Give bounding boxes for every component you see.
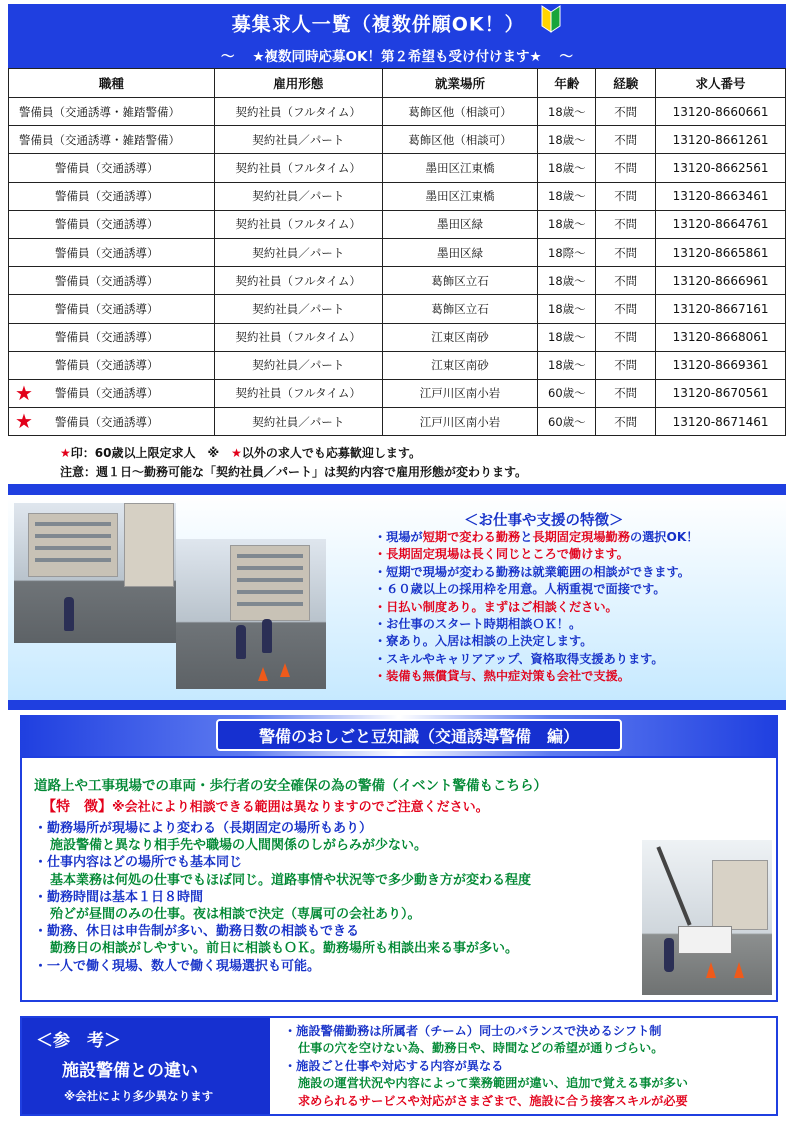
features-section <box>8 495 786 700</box>
cell-job: 警備員（交通誘導・雑踏警備） <box>9 126 215 154</box>
cell-num: 13120-8663461 <box>656 182 786 210</box>
list-item: ・勤務、休日は申告制が多い、勤務日数の相談もできる <box>34 924 360 940</box>
cell-place: 墨田区緑 <box>382 210 538 238</box>
table-row <box>9 154 786 182</box>
col-header-place: 就業場所 <box>382 69 538 98</box>
guard-figure <box>664 938 674 972</box>
cell-exp: 不問 <box>596 238 656 266</box>
cell-exp: 不問 <box>596 323 656 351</box>
cell-job: 警備員（交通誘導） <box>9 295 215 323</box>
page-subtitle <box>8 46 786 68</box>
cell-job: 警備員（交通誘導） <box>9 267 215 295</box>
cell-place: 墨田区緑 <box>382 238 538 266</box>
cell-age: 18歳～ <box>538 210 596 238</box>
building-shape <box>230 545 310 621</box>
cell-job: 警備員（交通誘導） <box>9 182 215 210</box>
list-item: ・短期で現場が変わる勤務は就業範囲の相談ができます。 <box>374 564 690 579</box>
cell-type: 契約社員（フルタイム） <box>214 210 382 238</box>
beginner-mark-icon <box>540 4 562 46</box>
building-shape <box>124 503 174 587</box>
table-row <box>9 98 786 126</box>
cell-job: ★ 警備員（交通誘導） <box>9 379 215 407</box>
cell-type: 契約社員（フルタイム） <box>214 379 382 407</box>
star-icon: ★ <box>15 380 33 405</box>
list-item: ・長期固定現場は長く同じところで働けます。 <box>374 547 629 562</box>
list-item: ・勤務場所が現場により変わる（長期固定の場所もあり） <box>34 821 373 836</box>
cell-num: 13120-8661261 <box>656 126 786 154</box>
col-header-num: 求人番号 <box>656 69 786 98</box>
table-row <box>9 267 786 295</box>
cell-place: 江戸川区南小岩 <box>382 379 538 407</box>
cell-type: 契約社員（フルタイム） <box>214 323 382 351</box>
cell-type: 契約社員（フルタイム） <box>214 154 382 182</box>
cell-exp: 不問 <box>596 182 656 210</box>
cell-age: 18歳～ <box>538 323 596 351</box>
job-listing-table <box>8 68 786 436</box>
star-icon: ★ <box>231 446 242 460</box>
cell-num: 13120-8670561 <box>656 379 786 407</box>
cell-num: 13120-8667161 <box>656 295 786 323</box>
cell-type: 契約社員／パート <box>214 408 382 436</box>
cell-place: 葛飾区他（相談可） <box>382 98 538 126</box>
cell-type: 契約社員（フルタイム） <box>214 98 382 126</box>
col-header-type: 雇用形態 <box>214 69 382 98</box>
table-row <box>9 323 786 351</box>
building-shape <box>712 860 768 930</box>
cell-exp: 不問 <box>596 351 656 379</box>
list-item: ・日払い制度あり。まずはご相談ください。 <box>374 599 618 614</box>
features-list <box>374 529 699 686</box>
cell-type: 契約社員（フルタイム） <box>214 267 382 295</box>
list-item: ・スキルやキャリアアップ、資格取得支援あります。 <box>374 651 664 666</box>
cell-type: 契約社員／パート <box>214 295 382 323</box>
street-photo-2 <box>176 539 326 689</box>
cell-age: 18歳～ <box>538 182 596 210</box>
list-item: ・装備も無償貸与、熱中症対策も会社で支援。 <box>374 669 630 684</box>
cell-job: ★ 警備員（交通誘導） <box>9 408 215 436</box>
knowledge-list <box>34 820 531 975</box>
reference-section <box>20 1016 778 1116</box>
cell-place: 江東区南砂 <box>382 323 538 351</box>
cell-type: 契約社員／パート <box>214 351 382 379</box>
cell-num: 13120-8662561 <box>656 154 786 182</box>
subtitle-tilde-right: ～ <box>559 49 574 65</box>
list-item: ・寮あり。入居は相談の上決定します。 <box>374 634 593 649</box>
cell-place: 江戸川区南小岩 <box>382 408 538 436</box>
table-row <box>9 238 786 266</box>
cell-job: 警備員（交通誘導） <box>9 323 215 351</box>
cell-job: 警備員（交通誘導） <box>9 210 215 238</box>
cell-num: 13120-8669361 <box>656 351 786 379</box>
cell-exp: 不問 <box>596 126 656 154</box>
guard-figure <box>64 597 74 631</box>
list-item: 勤務日の相談がしやすい。前日に相談もＯＫ。勤務場所も相談出来る事が多い。 <box>50 941 519 957</box>
cell-exp: 不問 <box>596 210 656 238</box>
reference-label-box <box>22 1018 270 1114</box>
cell-age: 60歳～ <box>538 408 596 436</box>
list-item: ・仕事内容はどの場所でも基本同じ <box>34 855 243 871</box>
cell-exp: 不問 <box>596 267 656 295</box>
table-row <box>9 408 786 436</box>
cell-age: 18際～ <box>538 238 596 266</box>
subtitle-text: ★複数同時応募OK！第２希望も受け付けます★ <box>252 49 542 65</box>
cell-num: 13120-8668061 <box>656 323 786 351</box>
table-row <box>9 295 786 323</box>
knowledge-lead: 道路上や工事現場での車両・歩行者の安全確保の為の警備（イベント警備もこちら） <box>34 778 547 794</box>
reference-note: ※会社により多少異なります <box>64 1089 214 1103</box>
cell-place: 葛飾区立石 <box>382 295 538 323</box>
cell-exp: 不問 <box>596 408 656 436</box>
cell-num: 13120-8665861 <box>656 238 786 266</box>
traffic-cone-shape <box>734 962 744 978</box>
building-shape <box>28 513 118 577</box>
cell-type: 契約社員／パート <box>214 126 382 154</box>
list-item: ・勤務時間は基本１日８時間 <box>34 889 204 905</box>
list-item: ・一人で働く現場、数人で働く現場選択も可能。 <box>34 958 321 974</box>
note-line-1: ★印：60歳以上限定求人 ※ ★以外の求人でも応募歓迎します。 <box>60 446 421 460</box>
knowledge-section <box>20 756 778 1002</box>
cell-num: 13120-8660661 <box>656 98 786 126</box>
reference-label: ＜参 考＞ <box>36 1031 121 1051</box>
list-item: 施設の運営状況や内容によって業務範囲が違い、追加で覚える事が多い <box>298 1076 688 1091</box>
table-header-row <box>9 69 786 98</box>
cell-type: 契約社員／パート <box>214 238 382 266</box>
cell-age: 18歳～ <box>538 154 596 182</box>
list-item: 仕事の穴を空けない為、勤務日や、時間などの希望が通りづらい。 <box>298 1041 664 1056</box>
list-item: 施設警備と異なり相手先や職場の人間関係のしがらみが少ない。 <box>50 838 428 854</box>
cell-job: 警備員（交通誘導） <box>9 351 215 379</box>
list-item: ・６０歳以上の採用枠を用意。人柄重視で面接です。 <box>374 582 666 597</box>
truck-shape <box>678 926 732 954</box>
cell-num: 13120-8666961 <box>656 267 786 295</box>
traffic-cone-shape <box>706 962 716 978</box>
knowledge-feature-label: 【特 徴】※会社により相談できる範囲は異なりますのでご注意ください。 <box>42 799 489 815</box>
star-icon: ★ <box>15 409 33 434</box>
table-row <box>9 210 786 238</box>
traffic-cone-shape <box>280 663 290 677</box>
cell-age: 18歳～ <box>538 126 596 154</box>
features-title: ＜お仕事や支援の特徴＞ <box>464 513 624 529</box>
divider-bar <box>8 484 786 495</box>
cell-place: 墨田区江東橋 <box>382 182 538 210</box>
cell-age: 18歳～ <box>538 295 596 323</box>
page-header <box>8 4 786 68</box>
subtitle-tilde-left: ～ <box>220 49 235 65</box>
cell-exp: 不問 <box>596 98 656 126</box>
knowledge-title: 警備のおしごと豆知識（交通誘導警備 編） <box>216 719 622 751</box>
traffic-cone-shape <box>258 667 268 681</box>
col-header-age: 年齢 <box>538 69 596 98</box>
cell-place: 墨田区江東橋 <box>382 154 538 182</box>
list-item: ・お仕事のスタート時期相談ＯＫ！。 <box>374 617 582 632</box>
guard-figure <box>236 625 246 659</box>
cell-num: 13120-8664761 <box>656 210 786 238</box>
cell-age: 18歳～ <box>538 98 596 126</box>
cell-num: 13120-8671461 <box>656 408 786 436</box>
cell-exp: 不問 <box>596 379 656 407</box>
cell-place: 江東区南砂 <box>382 351 538 379</box>
list-item: ・施設ごと仕事や対応する内容が異なる <box>284 1058 504 1073</box>
table-row <box>9 351 786 379</box>
table-row <box>9 126 786 154</box>
guard-figure <box>262 619 272 653</box>
reference-title: 施設警備との違い <box>62 1061 198 1081</box>
title-text: 募集求人一覧（複数併願OK！） <box>231 13 525 36</box>
cell-age: 18歳～ <box>538 267 596 295</box>
reference-list <box>284 1023 688 1110</box>
cell-job: 警備員（交通誘導・雑踏警備） <box>9 98 215 126</box>
col-header-job: 職種 <box>9 69 215 98</box>
list-item: 求められるサービスや対応がさまざまで、施設に合う接客スキルが必要 <box>298 1093 688 1108</box>
list-item: 基本業務は何処の仕事でもほぼ同じ。道路事情や状況等で多少動き方が変わる程度 <box>50 872 532 888</box>
cell-type: 契約社員／パート <box>214 182 382 210</box>
divider-bar <box>8 700 786 710</box>
cell-job: 警備員（交通誘導） <box>9 238 215 266</box>
cell-age: 18歳～ <box>538 351 596 379</box>
crane-arm-shape <box>656 846 691 925</box>
cell-place: 葛飾区他（相談可） <box>382 126 538 154</box>
col-header-exp: 経験 <box>596 69 656 98</box>
street-photo-1 <box>14 503 176 643</box>
list-item: ・現場が短期で変わる勤務と長期固定現場勤務の選択OK！ <box>374 530 699 544</box>
table-row <box>9 182 786 210</box>
table-row <box>9 379 786 407</box>
cell-exp: 不問 <box>596 154 656 182</box>
cell-exp: 不問 <box>596 295 656 323</box>
list-item: ・施設警備勤務は所属者（チーム）同士のバランスで決めるシフト制 <box>284 1024 662 1038</box>
cell-age: 60歳～ <box>538 379 596 407</box>
cell-place: 葛飾区立石 <box>382 267 538 295</box>
cell-job: 警備員（交通誘導） <box>9 154 215 182</box>
crane-photo <box>642 840 772 995</box>
note-line-2: 注意：週１日～勤務可能な「契約社員／パート」は契約内容で雇用形態が変わります。 <box>60 465 528 479</box>
list-item: 殆どが昼間のみの仕事。夜は相談で決定（専属可の会社あり）。 <box>50 907 421 923</box>
knowledge-header <box>20 715 778 756</box>
page-title <box>8 4 786 46</box>
star-icon: ★ <box>60 446 71 460</box>
